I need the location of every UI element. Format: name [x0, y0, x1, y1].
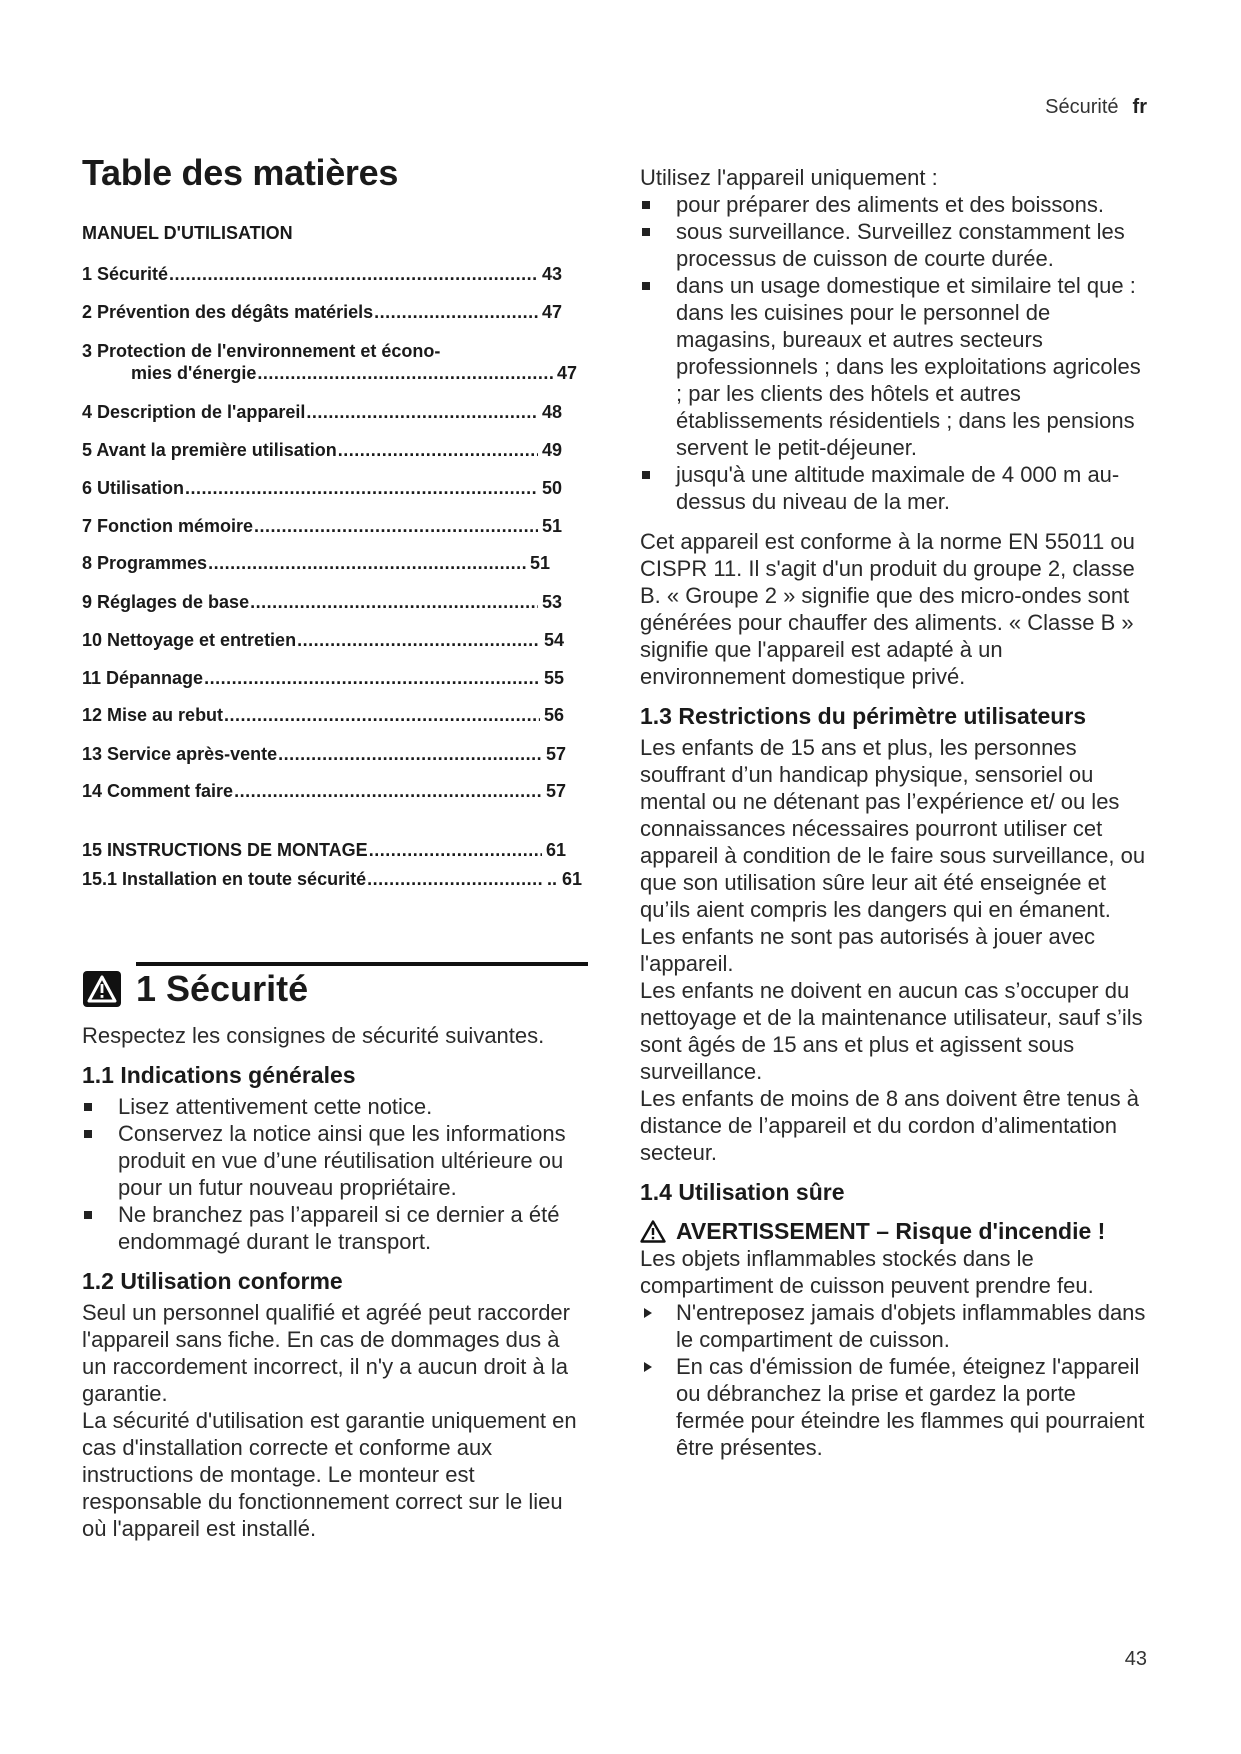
list-item: Ne branchez pas l’appareil si ce dernier a été endommagé durant le transport.: [82, 1201, 582, 1255]
warning-triangle-icon: [640, 1220, 666, 1243]
list-item: pour préparer des aliments et des boissons.: [640, 191, 1148, 218]
toc-entry[interactable]: 13 Service après-vente ..... 57: [82, 744, 566, 765]
list-item: sous surveillance. Surveillez constamment les processus de cuisson de courte durée.: [640, 218, 1148, 272]
warning-line: [640, 1218, 1148, 1245]
heading-1-2: 1.2 Utilisation conforme: [82, 1268, 343, 1294]
toc-entry[interactable]: 15 INSTRUCTIONS DE MONTAGE ..... 61: [82, 840, 566, 861]
header-section: Sécurité: [1045, 96, 1119, 118]
running-header: [1045, 96, 1147, 119]
right-body: [640, 164, 1148, 1461]
toc-entry[interactable]: 15.1 Installation en toute sécurité ..... .. 61: [82, 869, 582, 890]
toc-entry[interactable]: 7 Fonction mémoire ..... 51: [82, 516, 562, 537]
toc-entry[interactable]: 10 Nettoyage et entretien ..... 54: [82, 630, 564, 651]
heading-1-3: 1.3 Restrictions du périmètre utilisateurs: [640, 703, 1087, 729]
list-1-1: [82, 1093, 582, 1255]
toc-entry[interactable]: 12 Mise au rebut ..... 56: [82, 705, 564, 726]
section-rule: [136, 962, 588, 966]
toc-entry[interactable]: 9 Réglages de base ..... 53: [82, 592, 562, 613]
list-item: En cas d'émission de fumée, éteignez l'appareil ou débranchez la prise et gardez la porte fermée pour éteindre les flammes qui pourraient être présentes.: [640, 1353, 1148, 1461]
toc-entry[interactable]: 11 Dépannage ..... 55: [82, 668, 564, 689]
toc-entry[interactable]: 4 Description de l'appareil ..... 48: [82, 402, 562, 423]
list-item: Conservez la notice ainsi que les informations produit en vue d’une réutilisation ultérieure ou pour un futur nouveau propriétaire.: [82, 1120, 582, 1201]
paragraph: Cet appareil est conforme à la norme EN 55011 ou CISPR 11. Il s'agit d'un produit du groupe 2, classe B. « Groupe 2 » signifie que des micro-ondes sont générées pour chauffer des aliments. « Classe B » signifie que l'appareil est adapté à un environnement domestique privé.: [640, 529, 1135, 689]
paragraph: Les enfants ne sont pas autorisés à jouer avec l'appareil.: [640, 924, 1095, 976]
paragraph: Seul un personnel qualifié et agréé peut raccorder l'appareil sans fiche. En cas de dommages dus à un raccordement incorrect, il n'y a aucun droit à la garantie.: [82, 1300, 570, 1406]
toc-entry[interactable]: mies d'énergie ..... 47: [131, 363, 577, 384]
paragraph: Les enfants de 15 ans et plus, les personnes souffrant d’un handicap physique, sensoriel ou mental ou ne détenant pas l’expérience et/ ou les connaissances nécessaires pourront utiliser cet appareil à condition de le faire sous surveillance, ou que son utilisation sûre leur ait été enseignée et qu’ils aient compris les dangers qui en émanent.: [640, 735, 1146, 922]
list-1-4: [640, 1299, 1148, 1461]
left-body: [82, 1022, 582, 1542]
toc-entry[interactable]: 8 Programmes ..... 51: [82, 553, 550, 574]
toc-manual-heading: MANUEL D'UTILISATION: [82, 223, 293, 243]
list-item: dans un usage domestique et similaire tel que : dans les cuisines pour le personnel de magasins, bureaux et autres secteurs professionnels ; dans les exploitations agricoles ; par les clients des hôtels et autres établissements résidentiels ; dans les pensions servent le petit-déjeuner.: [640, 272, 1148, 461]
toc-entry[interactable]: 5 Avant la première utilisation ..... 49: [82, 440, 562, 461]
toc-entry[interactable]: 1 Sécurité ..... 43: [82, 264, 562, 285]
paragraph: La sécurité d'utilisation est garantie uniquement en cas d'installation correcte et conforme aux instructions de montage. Le monteur est responsable du fonctionnement correct sur le lieu où l'appareil est installé.: [82, 1408, 577, 1541]
list-item: N'entreposez jamais d'objets inflammables dans le compartiment de cuisson.: [640, 1299, 1148, 1353]
toc-title: Table des matières: [82, 152, 399, 193]
list-1-2: [640, 191, 1148, 515]
warning-text: AVERTISSEMENT – Risque d'incendie !: [676, 1218, 1106, 1244]
toc-entry[interactable]: 2 Prévention des dégâts matériels ..... 47: [82, 302, 562, 323]
section-intro: Respectez les consignes de sécurité suivantes.: [82, 1023, 545, 1048]
heading-1-1: 1.1 Indications générales: [82, 1062, 356, 1088]
page-number: 43: [1124, 1648, 1147, 1670]
header-lang: fr: [1132, 96, 1147, 118]
paragraph: Les objets inflammables stockés dans le compartiment de cuisson peuvent prendre feu.: [640, 1246, 1094, 1298]
toc-entry[interactable]: 6 Utilisation ..... 50: [82, 478, 562, 499]
list-item: Lisez attentivement cette notice.: [82, 1093, 582, 1120]
paragraph: Les enfants de moins de 8 ans doivent être tenus à distance de l’appareil et du cordon d’alimentation secteur.: [640, 1086, 1139, 1165]
paragraph: Les enfants ne doivent en aucun cas s’occuper du nettoyage et de la maintenance utilisateur, sauf s’ils sont âgés de 15 ans et plus et agissent sous surveillance.: [640, 978, 1143, 1084]
heading-1-4: 1.4 Utilisation sûre: [640, 1179, 845, 1205]
paragraph: Utilisez l'appareil uniquement :: [640, 165, 938, 190]
section-title: 1 Sécurité: [136, 968, 309, 1009]
list-item: jusqu'à une altitude maximale de 4 000 m au-dessus du niveau de la mer.: [640, 461, 1148, 515]
warning-icon: [82, 970, 122, 1008]
toc-entry[interactable]: 14 Comment faire ..... 57: [82, 781, 566, 802]
toc-entry-line1: 3 Protection de l'environnement et écono-: [82, 341, 441, 361]
